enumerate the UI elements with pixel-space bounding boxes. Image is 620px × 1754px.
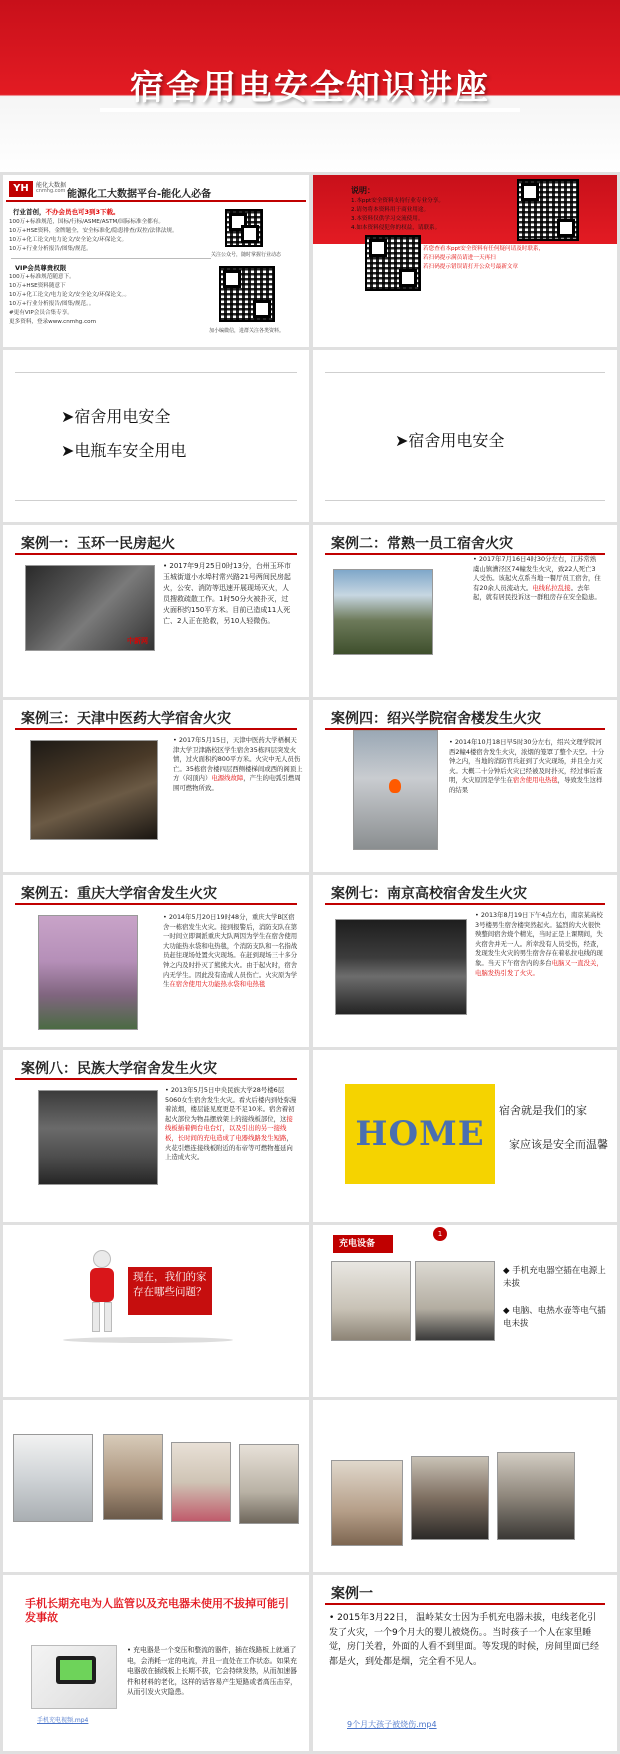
- notice-line: 3.本资料仅供学习交流使用。: [351, 216, 424, 222]
- case4-text-b: ，导致发生这样的结果: [449, 776, 603, 794]
- home-word: HOME: [355, 1114, 485, 1154]
- case-last-slide: [313, 1575, 617, 1751]
- brand-url: cnmhg.com: [36, 188, 66, 194]
- charger-photo-1: [331, 1261, 411, 1341]
- qr-caption-2: 加小编微信，进群关注各类资料。: [209, 328, 285, 334]
- vip-line: 10万+HSE资料随意下: [9, 283, 66, 289]
- case3-text: • 2017年5月15日，天津中医药大学梧桐天津大学卫津路校区学生宿舍35栋四层突发火情，过火面积约800平方米。火灾中无人员伤亡。35栋宿舍楼四层西侧楼梯间或西的阁顶上方（闷顶内）电源线故障，产生的电弧引燃周围可燃物所致。: [173, 736, 303, 792]
- case4-title: 案例四：绍兴学院宿舍楼发生火灾: [331, 711, 541, 727]
- photo-desk: [171, 1442, 231, 1522]
- notice-line: 1.本ppt安全资料支持行业专业分享。: [351, 198, 444, 204]
- phone-text: • 充电器是一个变压和整流的器件，插在线路板上就通了电，会消耗一定的电流，并且一直处在工作状态。如果充电器放在插线板上长期不拔，它会持续发热，从而加速器件和材料的老化，这样的话容易产生短路或者高压击穿，从而引发火灾隐患。: [127, 1646, 297, 1696]
- notice-line: 2.请勿将本资料用于商业用途。: [351, 207, 430, 213]
- photo-power-strip: [103, 1434, 163, 1520]
- case3-text-a: 2017年5月15日，天津中医药大学梧桐天津大学卫津路校区学生宿舍35栋四层突发火情，过火面积约800平方米。火灾中无人员伤亡。35栋宿舍楼四层西侧楼梯间或西的阁顶上方（闷顶内）: [173, 736, 303, 783]
- case5-text-a: 2014年5月20日19时48分，重庆大学B区宿舍一栋宿发生火灾。接到报警后，消防支队在第一时间立即调派重庆大队两因为学生在宿舍使用大功能热水袋和电热毯，个消防支队和一名指战员赶往现场处置火灾现场。在赶到现场三十多分钟之内及时扑灭了熊熊大火。由于起火时，宿舍内无学生。因此没有造成人员伤亡。火灾原为学生: [163, 913, 298, 989]
- case-last-text-body: 2015年3月22日， 温岭某女士因为手机充电器未拔，电线老化引发了火灾，一个9个月大的婴儿被烧伤。。当时孩子一个人在家里睡觉，房门关着，外面的人看不到里面。等发现的时候，房间里面已经都是火，到处都是烟，完全看不见人。: [329, 1613, 600, 1667]
- case5-title: 案例五：重庆大学宿舍发生火灾: [21, 886, 217, 902]
- notice-red-line: 若扫码提示错误请打开公众号最新文章: [423, 264, 519, 270]
- case8-text-red: 接线板插着俩台电台灯，以及引出的另一接线板，长时间的充电造成了电器线路发生短路: [165, 1114, 293, 1142]
- case-last-title: 案例一: [331, 1586, 373, 1602]
- qr-code-notice-right[interactable]: [517, 179, 579, 241]
- member-line: 100万+标准规范，国标/行标/ASME/ASTM/国际标准全都有。: [9, 219, 164, 225]
- case5-title-line: [15, 903, 297, 905]
- ad-headline: 能源化工大数据平台-能化人必备: [67, 189, 212, 200]
- case7-slide: [313, 875, 617, 1047]
- case2-text-b: 。去年起，就有居民投诉这一群租房存在安全隐患。: [473, 583, 601, 602]
- photo-room: [239, 1444, 299, 1524]
- phone-icon: [56, 1656, 96, 1684]
- member-list: [9, 218, 209, 254]
- qr-code-wechat[interactable]: [225, 209, 263, 247]
- case2-photo: [333, 569, 433, 655]
- case7-text-red: 电脑又一直没关，电脑发热引发了火灾。: [475, 958, 603, 977]
- vip-more: #更有VIP会员合集专享。: [9, 310, 73, 316]
- case2-text-a: 2017年7月16日4时30分左右，江苏常熟虞山镇漕泾区74幢发生火灾，致22人死亡3人受伤。该起火点系当地一餐厅员工宿舍，住有20余人员流动大。: [473, 555, 601, 592]
- toc-item-2[interactable]: ➤电瓶车安全用电: [61, 441, 187, 460]
- case8-title-line: [15, 1078, 297, 1080]
- phone-text-body: 充电器是一个变压和整流的器件，插在线路板上就通了电，会消耗一定的电流，并且一直处在工作状态。如果充电器放在插线板上长期不拔，它会持续发热，从而加速器件和材料的老化，这样的话容易产生短路或者高压击穿，从而引发火灾隐患。: [127, 1646, 297, 1696]
- member-title-red: 不办会员也可3到3下载。: [45, 208, 120, 216]
- case1-title-line: [15, 553, 297, 555]
- case-last-video-link[interactable]: 9个月大孩子被烧伤.mp4: [347, 1720, 437, 1729]
- phone-photo: [31, 1645, 117, 1709]
- case5-photo: [38, 915, 138, 1030]
- toc-item-2-label: 电瓶车安全用电: [74, 441, 187, 460]
- brand-name: 能化大数据: [36, 182, 67, 189]
- toc-rule-top: [15, 372, 297, 373]
- home-photo: [345, 1084, 495, 1184]
- case8-text-a: 2013年5月5日中央民族大学28号楼6层5060女生宿舍发生火灾。看火后楼内到处弥漫着浓烟，楼层能见度更是不足10米。宿舍着初起火部位为物品摆放架上的接线板部位，这: [165, 1086, 297, 1123]
- case1-photo: [25, 565, 155, 651]
- case7-text-a: 2013年8月19日下午4点左右，南京某高校3号楼男生宿舍楼突然起火。猛烈的大火很快殃整间宿舍烧个精光，当时正是上课期间，失火宿舍并无一人。所幸没有人员受伤，经查，发现发生火灾的男生宿舍存在着私拉电线的现象。当天下午宿舍内的多台: [475, 911, 603, 967]
- case1-slide: [3, 525, 309, 697]
- case-last-title-line: [325, 1603, 605, 1605]
- charger-bullet-2: ◆ 电脑、电热水壶等电气插电未拔: [503, 1306, 606, 1329]
- case3-title: 案例三：天津中医药大学宿舍火灾: [21, 711, 231, 727]
- case5-slide: [3, 875, 309, 1047]
- ad-divider: [6, 200, 306, 202]
- section-rule-bottom: [325, 500, 605, 501]
- case1-text: • 2017年9月25日0时13分，台州玉环市玉城街道小水埠村常兴路21号两间民房起火，公安、消防等迅速开展现场灭火，人员搜救疏散工作。1时50分火被扑灭，过火面积约150平方米。目前已造成11人死亡、2人正在抢救，另10人轻微伤。: [163, 562, 291, 625]
- person-leg-icon: [104, 1302, 112, 1332]
- photo-shelf: [331, 1460, 403, 1546]
- photos-slide-1: [3, 1400, 309, 1572]
- case-last-text: • 2015年3月22日， 温岭某女士因为手机充电器未拔，电线老化引发了火灾，一个9个月大的婴儿被烧伤。。当时孩子一个人在家里睡觉，房门关着，外面的人看不到里面。等发现的时候，房间里面已经都是火，到处都是烟，完全看不见人。: [329, 1613, 600, 1667]
- case8-text: • 2013年5月5日中央民族大学28号楼6层5060女生宿舍发生火灾。看火后楼内到处弥漫着浓烟，楼层能见度更是不足10米。宿舍着初起火部位为物品摆放架上的接线板部位，这接线板插着俩台电台灯，以及引出的另一接线板，长时间的充电造成了电器线路发生短路，火花引燃连接线板附近的布帝等可燃物蔓延向上造成火灾。: [165, 1086, 297, 1162]
- brand-logo: YH: [9, 181, 33, 197]
- case2-text: • 2017年7月16日4时30分左右，江苏常熟虞山镇漕泾区74幢发生火灾，致22人死亡3人受伤。该起火点系当地一餐厅员工宿舍，住有20余人员流动大。电线私拉乱接。去年起，就有居民投诉这一群租房存在安全隐患。: [473, 555, 601, 602]
- member-line: 10万+HSE资料，金牌题全，安全标准化/隐患排查/双控/法律法规。: [9, 228, 178, 234]
- toc-rule-bottom: [15, 500, 297, 501]
- charger-num-badge: 1: [433, 1227, 447, 1241]
- vip-title: VIP会员尊贵权限: [15, 264, 67, 272]
- charger-badge: 充电设备: [333, 1235, 393, 1253]
- case7-title-line: [325, 903, 605, 905]
- case2-title: 案例二：常熟一员工宿舍火灾: [331, 536, 513, 552]
- notice-title: 说明：: [351, 186, 375, 195]
- case7-title: 案例七：南京高校宿舍发生火灾: [331, 886, 527, 902]
- home-line-2: 家应该是安全而温馨: [509, 1138, 608, 1151]
- case7-text: • 2013年8月19日下午4点左右，南京某高校3号楼男生宿舍楼突然起火。猛烈的大火很快殃整间宿舍烧个精光，当时正是上课期间，失火宿舍并无一人。所幸没有人员受伤，经查，发现发生火灾的男生宿舍存在着私拉电线的现象。当天下午宿舍内的多台电脑又一直没关，电脑发热引发了火灾。: [475, 911, 603, 977]
- case3-text-b: ，产生的电弧引燃周围可燃物所致。: [173, 774, 301, 792]
- charger-bullet-1: ◆ 手机充电器空插在电源上未拔: [503, 1266, 606, 1289]
- vip-more-url[interactable]: 更多资料，登录www.cnmhg.com: [9, 319, 97, 325]
- toc-item-1-label: 宿舍用电安全: [74, 407, 171, 426]
- case3-text-red: 电源线故障: [211, 774, 244, 783]
- fire-icon: [389, 779, 401, 793]
- question-sign: 现在，我们的家存在哪些问题？: [128, 1267, 212, 1315]
- toc-item-1[interactable]: ➤宿舍用电安全: [61, 407, 171, 426]
- cover-slide: [0, 0, 620, 172]
- qr-code-editor[interactable]: [219, 266, 275, 322]
- person-leg-icon: [92, 1302, 100, 1332]
- case8-text-b: ，火花引燃连接线板附近的布帝等可燃物蔓延向上造成火灾。: [165, 1133, 293, 1162]
- notice-red-list: [423, 245, 613, 272]
- vip-list: [9, 273, 209, 327]
- case8-photo: [38, 1090, 158, 1185]
- phone-charger-slide: [3, 1575, 309, 1751]
- section-item-label: 宿舍用电安全: [408, 431, 505, 450]
- case4-slide: [313, 700, 617, 872]
- home-slide: [313, 1050, 617, 1222]
- member-line: 10万+行业分析报告/图集/规范。: [9, 246, 92, 252]
- vip-line: 10万+行业分析报告/图集/规范。。: [9, 301, 95, 307]
- phone-title: 手机长期充电为人监管以及充电器未使用不拔掉可能引发事故: [25, 1597, 289, 1624]
- case2-text-red: 电线私拉乱接: [532, 583, 571, 592]
- section-slide: [313, 350, 617, 522]
- case4-text: • 2014年10月18日早5时30分左右，绍兴文理学院河西2幢4楼宿舍发生火灾，浓烟的笼罩了整个天空。十分钟之内，当地的消防官兵赶到了火灾现场，并且全力灭火。大概二十分钟后火灾已经被及时扑灭，经过事后查明，火灾原因是学生在宿舍使用电热毯，导致发生这样的结果: [449, 738, 605, 794]
- section-rule-top: [325, 372, 605, 373]
- person-figure: [83, 1250, 121, 1338]
- case1-photo-watermark: 中新网: [127, 637, 148, 645]
- charger-photo-2: [415, 1261, 495, 1341]
- home-line-1: 宿舍就是我们的家: [499, 1104, 587, 1117]
- notice-list: [351, 197, 501, 233]
- member-title: [13, 207, 120, 216]
- notice-red-line: 若扫码提示满员请进一天再扫: [423, 255, 496, 261]
- charger-slide: [313, 1225, 617, 1397]
- notice-slide: [313, 175, 617, 347]
- notice-red-line: 若您查看本ppt安全资料有任何疑问请及时联系，: [423, 246, 545, 252]
- case8-title: 案例八：民族大学宿舍发生火灾: [21, 1061, 217, 1077]
- case3-slide: [3, 700, 309, 872]
- case7-photo: [335, 919, 467, 1015]
- case2-slide: [313, 525, 617, 697]
- qr-caption-1: 关注公众号，随时掌握行业动态: [211, 252, 282, 258]
- qr-code-notice-left[interactable]: [365, 235, 421, 291]
- case4-photo: [353, 730, 438, 850]
- case1-title: 案例一：玉环一民房起火: [21, 536, 175, 552]
- photo-desk-2: [497, 1452, 575, 1540]
- case3-photo: [30, 740, 158, 840]
- case4-text-red: 宿舍使用电热毯: [512, 776, 558, 785]
- case5-text-red: 在宿舍使用大功能热水袋和电热毯: [169, 980, 266, 989]
- cover-underline: [100, 108, 520, 112]
- ad-separator: [11, 258, 211, 259]
- notice-line: 4.如本资料侵犯你的权益，请联系。: [351, 225, 441, 231]
- question-slide: [3, 1225, 309, 1397]
- battery-icon: [60, 1660, 92, 1680]
- photo-fan-heater: [13, 1434, 93, 1522]
- charger-bullet-2-text: 电脑、电热水壶等电气插电未拔: [503, 1306, 606, 1329]
- photos-slide-2: [313, 1400, 617, 1572]
- case1-text-body: 2017年9月25日0时13分，台州玉环市玉城街道小水埠村常兴路21号两间民房起火，公安、消防等迅速开展现场灭火，人员搜救疏散工作。1时50分火被扑灭，过火面积约150平方米。目前已造成11人死亡、2人正在抢救，另10人轻微伤。: [163, 562, 291, 625]
- case5-text: • 2014年5月20日19时48分，重庆大学B区宿舍一栋宿发生火灾。接到报警后，消防支队在第一时间立即调派重庆大队两因为学生在宿舍使用大功能热水袋和电热毯，个消防支队和一名指战员赶往现场处置火灾现场。在赶到现场三十多分钟之内及时扑灭了熊熊大火。由于起火时，宿舍内无学生。因此没有造成人员伤亡。火灾原为学生在宿舍使用大功能热水袋和电热毯: [163, 913, 298, 989]
- charger-bullet-1-text: 手机充电器空插在电源上未拔: [503, 1266, 606, 1289]
- person-body-icon: [90, 1268, 114, 1302]
- photo-bed: [411, 1456, 489, 1540]
- floor-shadow: [63, 1337, 233, 1343]
- vip-line: 10万+化工论文/电力论文/安全论文/环保论文。。: [9, 292, 130, 298]
- case8-slide: [3, 1050, 309, 1222]
- member-line: 10万+化工论文/电力论文/安全论文/环保论文。: [9, 237, 128, 243]
- case4-text-a: 2014年10月18日早5时30分左右，绍兴文理学院河西2幢4楼宿舍发生火灾，浓烟的笼罩了整个天空。十分钟之内，当地的消防官兵赶到了火灾现场，并且全力灭火。大概二十分钟后火灾已经被及时扑灭，经过事后查明，火灾原因是学生在: [449, 738, 605, 785]
- member-title-text: 行业首创，: [13, 208, 46, 216]
- section-item[interactable]: ➤宿舍用电安全: [395, 431, 505, 450]
- toc-slide: [3, 350, 309, 522]
- phone-video-link[interactable]: 手机充电视频.mp4: [37, 1717, 89, 1724]
- cover-title: 宿舍用电安全知识讲座: [130, 68, 490, 108]
- ad-slide: [3, 175, 309, 347]
- case3-title-line: [15, 728, 297, 730]
- person-head-icon: [93, 1250, 111, 1268]
- vip-line: 100万+标准规范随意下。: [9, 274, 75, 280]
